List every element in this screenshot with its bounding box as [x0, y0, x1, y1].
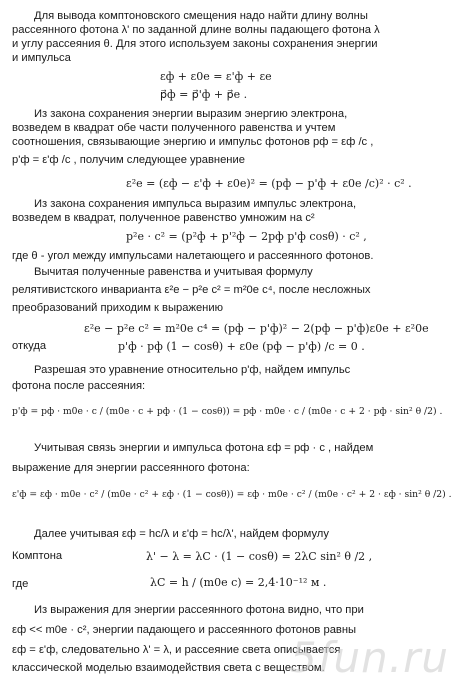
paragraph-line: Из закона сохранения энергии выразим энергию электрона,	[34, 108, 348, 120]
equation-compton-formula: λ' − λ = λC · (1 − cosθ) = 2λC sin² θ /2 ,	[146, 550, 373, 563]
paragraph-line: и импульса	[12, 52, 71, 64]
paragraph-line: Вычитая полученные равенства и учитывая формулу	[34, 266, 313, 278]
paragraph-line: Далее учитывая εф = hc/λ и ε'ф = hc/λ', найдем формулу	[34, 528, 329, 540]
otkuda-label: откуда	[12, 340, 47, 352]
equation-electron-momentum: p²e · c² = (p²ф + p'²ф − 2pф p'ф cosθ) · c² ,	[126, 230, 367, 243]
paragraph-line: p'ф = ε'ф /c , получим следующее уравнение	[12, 154, 245, 166]
equation-scattered-energy: ε'ф = εф · m0e · c² / (m0e · c² + εф · (1 − cosθ)) = εф · m0e · c² / (m0e · c² + 2 · εф · sin² θ /2) .	[12, 489, 452, 500]
paragraph-line: εф = ε'ф, следовательно λ' = λ, и рассеяние света описывается	[12, 644, 341, 656]
paragraph-line: преобразований приходим к выражению	[12, 302, 224, 314]
paragraph-line: где θ - угол между импульсами налетающего и рассеянного фотонов.	[12, 250, 374, 262]
paragraph-line: релятивистского инварианта ε²e − p²e c² = m²0e c⁴, после несложных	[12, 284, 371, 296]
paragraph-line: εф << m0e · c², энергии падающего и рассеянного фотонов равны	[12, 624, 357, 636]
paragraph-line: Учитывая связь энергии и импульса фотона εф = pф · c , найдем	[34, 442, 374, 454]
equation-compton-wavelength: λC = h / (m0e c) = 2,4·10⁻¹² м .	[150, 576, 327, 589]
equation-scattered-momentum: p'ф = pф · m0e · c / (m0e · c + pф · (1 − cosθ)) = pф · m0e · c / (m0e · c + 2 · pф · sin² θ /2) .	[12, 406, 443, 417]
equation-momentum-relation: p'ф · pф (1 − cosθ) + ε0e (pф − p'ф) /c = 0 .	[118, 340, 365, 353]
paragraph-line: Из закона сохранения импульса выразим импульс электрона,	[34, 198, 357, 210]
paragraph-line: возведем в квадрат обе части полученного равенства и учтем	[12, 122, 336, 134]
equation-energy-conservation: εф + ε0e = ε'ф + εe	[160, 70, 272, 83]
site-watermark: 5fun.ru	[290, 633, 449, 682]
paragraph-line: возведем в квадрат, полученное равенство умножим на c²	[12, 212, 315, 224]
paragraph-line: фотона после рассеяния:	[12, 380, 146, 392]
equation-momentum-conservation: p⃗ф = p⃗'ф + p⃗e .	[160, 88, 248, 101]
equation-invariant: ε²e − p²e c² = m²0e c⁴ = (pф − p'ф)² − 2(pф − p'ф)ε0e + ε²0e	[84, 322, 429, 335]
paragraph-line: Разрешая это уравнение относительно p'ф, найдем импульс	[34, 364, 351, 376]
paragraph-line: выражение для энергии рассеянного фотона:	[12, 462, 250, 474]
paragraph-line: Из выражения для энергии рассеянного фотона видно, что при	[34, 604, 364, 616]
paragraph-line: рассеянного фотона λ' по заданной длине волны падающего фотона λ	[12, 24, 380, 36]
compton-label: Комптона	[12, 550, 63, 562]
paragraph-line: Для вывода комптоновского смещения надо найти длину волны	[34, 10, 368, 22]
paragraph-line: соотношения, связывающие энергию и импульс фотонов pф = εф /c ,	[12, 136, 374, 148]
paragraph-line: классической моделью взаимодействия света с веществом.	[12, 662, 325, 674]
equation-electron-energy: ε²e = (εф − ε'ф + ε0e)² = (pф − p'ф + ε0e /c)² · c² .	[126, 177, 412, 190]
paragraph-line: и углу рассеяния θ. Для этого используем законы сохранения энергии	[12, 38, 378, 50]
gde-label: где	[12, 578, 29, 590]
